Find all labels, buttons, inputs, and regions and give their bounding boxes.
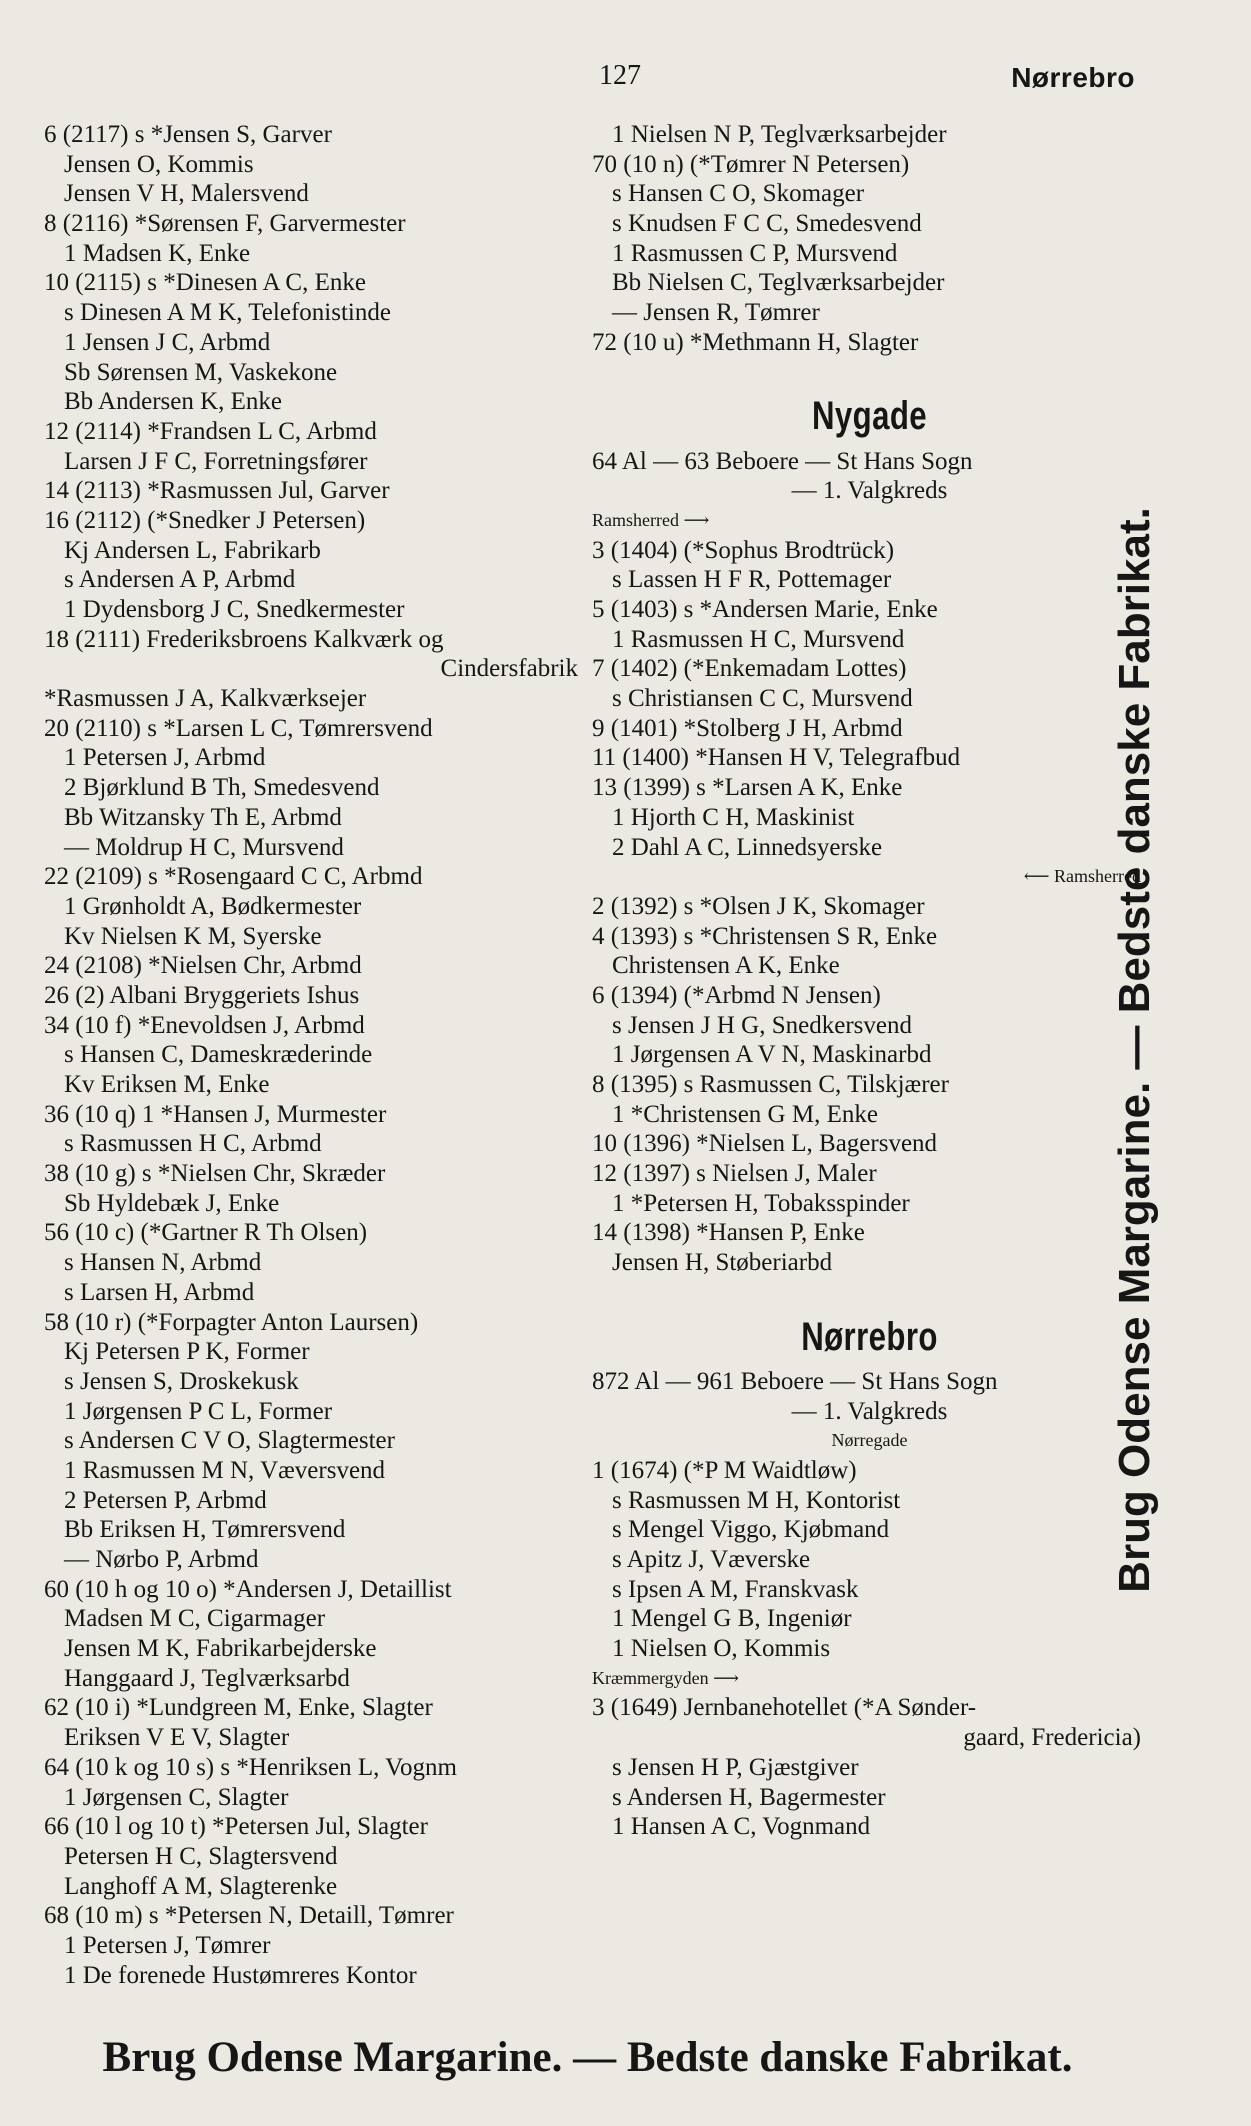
left-entry: Kj Petersen P K, Former [64, 1338, 310, 1366]
right-entry: s Christiansen C C, Mursvend [612, 685, 913, 713]
left-entry: Bb Witzansky Th E, Arbmd [64, 803, 342, 831]
right-entry: 64 Al — 63 Beboere — St Hans Sogn [592, 447, 973, 475]
bottom-advert: Brug Odense Margarine. — Bedste danske Fabrikat. [102, 2034, 1073, 2081]
right-entry: 2 Dahl A C, Linnedsyerske [612, 833, 883, 861]
left-entry: 16 (2112) (*Snedker J Petersen) [44, 506, 366, 534]
spacer [592, 358, 1147, 388]
section-heading: Nygade [811, 394, 928, 439]
right-entry: 1 Mengel G B, Ingeniør [612, 1605, 852, 1633]
right-entry: s Lassen H F R, Pottemager [612, 566, 892, 594]
right-entry: Bb Nielsen C, Teglværksarbejder [612, 269, 945, 297]
right-entry: — 1. Valgkreds [791, 477, 948, 505]
left-entry: 1 De forenede Hustømreres Kontor [64, 1961, 417, 1989]
right-entry: s Mengel Viggo, Kjøbmand [612, 1516, 890, 1544]
left-entry: 56 (10 c) (*Gartner R Th Olsen) [44, 1219, 368, 1247]
right-entry: — Jensen R, Tømrer [612, 299, 820, 327]
right-entry: s Ipsen A M, Franskvask [612, 1575, 859, 1603]
right-entry: 1 Rasmussen H C, Mursvend [612, 625, 905, 653]
right-entry: s Jensen J H G, Snedkersvend [612, 1011, 912, 1039]
side-advert: Brug Odense Margarine. — Bedste danske Fabrikat. [1110, 507, 1159, 1593]
left-entry: 1 Grønholdt A, Bødkermester [64, 892, 362, 920]
right-entry: 4 (1393) s *Christensen S R, Enke [592, 922, 938, 950]
left-entry: 14 (2113) *Rasmussen Jul, Garver [44, 477, 390, 505]
left-entry: 22 (2109) s *Rosengaard C C, Arbmd [44, 863, 423, 891]
left-entry: Bb Andersen K, Enke [64, 388, 283, 416]
left-entry: 2 Bjørklund B Th, Smedesvend [64, 774, 380, 802]
right-entry: 1 Hansen A C, Vognmand [612, 1813, 871, 1841]
right-entry: 872 Al — 961 Beboere — St Hans Sogn [592, 1367, 998, 1395]
left-entry: 8 (2116) *Sørensen F, Garvermester [44, 210, 406, 238]
right-entry: 1 Jørgensen A V N, Maskinarbd [612, 1041, 932, 1069]
left-entry: Sb Sørensen M, Vaskekone [64, 358, 338, 386]
spacer [592, 1278, 1147, 1308]
left-entry: 12 (2114) *Frandsen L C, Arbmd [44, 417, 377, 445]
right-entry: 1 *Petersen H, Tobaksspinder [612, 1189, 910, 1217]
right-entry: ⟵ Ramsherred [1023, 866, 1141, 887]
left-entry: 1 Madsen K, Enke [64, 239, 251, 267]
left-entry: 1 Jensen J C, Arbmd [64, 328, 271, 356]
left-entry: 64 (10 k og 10 s) s *Henriksen L, Vognm [44, 1753, 457, 1781]
left-entry: 1 Dydensborg J C, Snedkermester [64, 596, 405, 623]
right-entry: s Rasmussen M H, Kontorist [612, 1486, 901, 1514]
left-entry: Kv Nielsen K M, Syerske [64, 922, 322, 950]
right-entry: s Andersen H, Bagermester [612, 1783, 886, 1811]
left-entry: s Hansen N, Arbmd [64, 1249, 262, 1277]
left-entry: Kv Eriksen M, Enke [64, 1071, 270, 1098]
right-entry: Christensen A K, Enke [612, 952, 840, 980]
right-entry: Jensen H, Støberiarbd [612, 1249, 833, 1277]
right-entry: 10 (1396) *Nielsen L, Bagersvend [592, 1130, 938, 1158]
right-entry: 13 (1399) s *Larsen A K, Enke [592, 774, 903, 802]
right-entry: s Jensen H P, Gjæstgiver [612, 1753, 859, 1781]
left-entry: 60 (10 h og 10 o) *Andersen J, Detaillist [44, 1575, 452, 1603]
left-entry: 10 (2115) s *Dinesen A C, Enke [44, 269, 366, 297]
left-entry: Bb Eriksen H, Tømrersvend [64, 1516, 346, 1544]
right-entry: 1 (1674) (*P M Waidtløw) [592, 1456, 857, 1484]
right-entry: 5 (1403) s *Andersen Marie, Enke [592, 596, 938, 624]
left-entry: 58 (10 r) (*Forpagter Anton Laursen) [44, 1308, 419, 1336]
right-entry: Kræmmergyden ⟶ [592, 1667, 739, 1688]
left-entry: Petersen H C, Slagtersvend [64, 1842, 338, 1870]
right-entry: 14 (1398) *Hansen P, Enke [592, 1219, 865, 1247]
left-entry: Sb Hyldebæk J, Enke [64, 1189, 280, 1217]
left-entry: Hanggaard J, Teglværksarbd [64, 1664, 350, 1692]
left-entry: s Rasmussen H C, Arbmd [64, 1130, 322, 1158]
left-entry: 36 (10 q) 1 *Hansen J, Murmester [44, 1100, 387, 1128]
right-entry: 72 (10 u) *Methmann H, Slagter [592, 328, 919, 356]
left-entry: 26 (2) Albani Bryggeriets Ishus [44, 981, 360, 1009]
left-entry: Larsen J F C, Forretningsfører [64, 447, 368, 475]
left-entry: s Andersen C V O, Slagtermester [64, 1427, 395, 1455]
left-entry: 24 (2108) *Nielsen Chr, Arbmd [44, 952, 362, 980]
left-entry: Jensen M K, Fabrikarbejderske [64, 1635, 377, 1663]
right-entry: gaard, Fredericia) [963, 1724, 1141, 1752]
left-entry: 38 (10 g) s *Nielsen Chr, Skræder [44, 1160, 386, 1188]
left-entry: Jensen V H, Malersvend [64, 180, 309, 208]
right-entry: Nørregade [831, 1430, 908, 1451]
running-head: Nørrebro [1011, 62, 1135, 93]
right-entry: 1 *Christensen G M, Enke [612, 1100, 878, 1128]
left-entry: 2 Petersen P, Arbmd [64, 1486, 267, 1514]
right-entry: s Apitz J, Væverske [612, 1546, 811, 1574]
left-entry: — Moldrup H C, Mursvend [64, 833, 344, 861]
right-entry: s Knudsen F C C, Smedesvend [612, 210, 922, 238]
left-entry: Madsen M C, Cigarmager [64, 1605, 326, 1633]
left-entry: s Hansen C, Dameskræderinde [64, 1041, 373, 1069]
left-entry: 66 (10 l og 10 t) *Petersen Jul, Slagter [44, 1813, 428, 1841]
left-entry: *Rasmussen J A, Kalkværksejer [44, 685, 367, 713]
left-entry: 18 (2111) Frederiksbroens Kalkværk og [44, 625, 444, 653]
right-entry: 7 (1402) (*Enkemadam Lottes) [592, 655, 907, 683]
left-entry: 1 Rasmussen M N, Væversvend [64, 1456, 386, 1484]
right-entry: 1 Rasmussen C P, Mursvend [612, 239, 898, 267]
section-heading: Nørrebro [801, 1314, 938, 1359]
right-entry: 6 (1394) (*Arbmd N Jensen) [592, 981, 881, 1009]
left-entry: 68 (10 m) s *Petersen N, Detaill, Tømrer [44, 1902, 454, 1930]
left-entry: 1 Petersen J, Arbmd [64, 744, 266, 772]
right-entry: — 1. Valgkreds [791, 1397, 948, 1425]
right-column [592, 120, 1147, 1842]
right-entry: 3 (1649) Jernbanehotellet (*A Sønder- [592, 1694, 977, 1722]
left-entry: s Andersen A P, Arbmd [64, 566, 296, 594]
left-entry: — Nørbo P, Arbmd [64, 1546, 259, 1573]
left-entry: 1 Jørgensen C, Slagter [64, 1783, 289, 1811]
left-entry: s Dinesen A M K, Telefonistinde [64, 299, 391, 327]
left-entry: s Larsen H, Arbmd [64, 1278, 255, 1306]
right-entry: Ramsherred ⟶ [592, 509, 710, 530]
right-entry: s Hansen C O, Skomager [612, 180, 865, 208]
left-entry: 34 (10 f) *Enevoldsen J, Arbmd [44, 1011, 365, 1039]
left-entry: Jensen O, Kommis [64, 150, 254, 178]
left-entry: Langhoff A M, Slagterenke [64, 1872, 338, 1900]
left-entry: 20 (2110) s *Larsen L C, Tømrersvend [44, 714, 433, 742]
right-entry: 3 (1404) (*Sophus Brodtrück) [592, 536, 895, 564]
right-entry: 70 (10 n) (*Tømrer N Petersen) [592, 150, 910, 178]
left-entry: Cindersfabrik [440, 655, 578, 683]
left-entry: 1 Petersen J, Tømrer [64, 1931, 271, 1959]
right-entry: 1 Hjorth C H, Maskinist [612, 803, 855, 831]
right-entry: 1 Nielsen O, Kommis [612, 1635, 831, 1663]
left-entry: Eriksen V E V, Slagter [64, 1724, 290, 1752]
right-entry: 11 (1400) *Hansen H V, Telegrafbud [592, 744, 961, 772]
right-entry: 9 (1401) *Stolberg J H, Arbmd [592, 714, 903, 742]
right-entry: 2 (1392) s *Olsen J K, Skomager [592, 892, 925, 920]
right-entry: 1 Nielsen N P, Teglværksarbejder [612, 121, 947, 148]
left-entry: 62 (10 i) *Lundgreen M, Enke, Slagter [44, 1694, 433, 1722]
left-entry: 6 (2117) s *Jensen S, Garver [44, 121, 332, 148]
left-entry: 1 Jørgensen P C L, Former [64, 1397, 333, 1425]
left-column [44, 120, 584, 1990]
right-entry: 8 (1395) s Rasmussen C, Tilskjærer [592, 1071, 949, 1099]
page-number: 127 [599, 60, 641, 91]
right-entry: 12 (1397) s Nielsen J, Maler [592, 1160, 877, 1188]
left-entry: Kj Andersen L, Fabrikarb [64, 536, 321, 564]
left-entry: s Jensen S, Droskekusk [64, 1367, 299, 1395]
